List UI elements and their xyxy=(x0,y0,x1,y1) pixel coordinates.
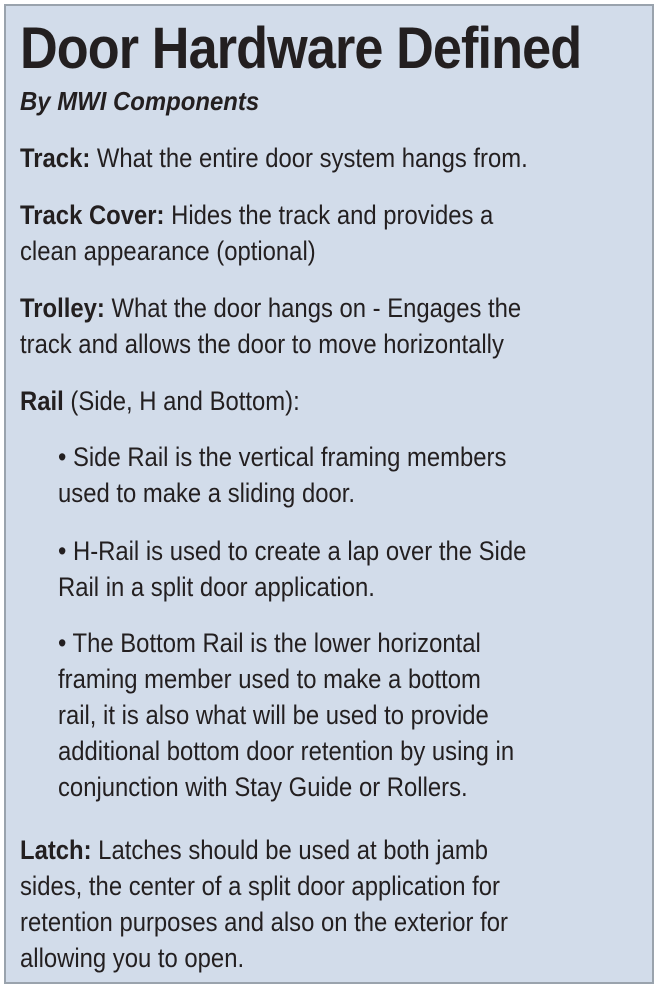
definition-trolley-line-2: track and allows the door to move horizontally xyxy=(20,329,504,359)
definition-trolley-text-1: What the door hangs on - Engages the xyxy=(104,293,522,323)
rail-bullet-h-rail xyxy=(58,533,526,605)
definition-rail-text: (Side, H and Bottom): xyxy=(63,386,300,416)
definition-latch-line-3: retention purposes and also on the exterior for xyxy=(20,907,508,937)
definition-latch-line-1 xyxy=(20,832,508,868)
definition-latch-line-4: allowing you to open. xyxy=(20,943,245,973)
term-track: Track: xyxy=(20,143,91,173)
rail-bullet-bottom-line-4: additional bottom door retention by using in xyxy=(58,736,515,766)
definition-panel xyxy=(4,4,654,984)
byline: By MWI Components xyxy=(20,86,260,116)
rail-bullet-bottom-line-1: • The Bottom Rail is the lower horizontal xyxy=(58,628,481,658)
definition-latch-text-1: Latches should be used at both jamb xyxy=(91,835,489,865)
rail-bullet-bottom-line-2: framing member used to make a bottom xyxy=(58,664,481,694)
rail-bullet-side-line-2: used to make a sliding door. xyxy=(58,478,355,508)
definition-trolley-line-1 xyxy=(20,290,521,326)
term-track-cover: Track Cover: xyxy=(20,200,165,230)
definition-track-cover-text-1: Hides the track and provides a xyxy=(164,200,494,230)
definition-latch xyxy=(20,832,508,976)
term-rail: Rail xyxy=(20,386,64,416)
definition-track xyxy=(20,140,528,176)
definition-track-line xyxy=(20,140,528,176)
definition-track-text: What the entire door system hangs from. xyxy=(90,143,528,173)
rail-bullet-bottom-line-3: rail, it is also what will be used to provide xyxy=(58,700,489,730)
term-latch: Latch: xyxy=(20,835,92,865)
rail-bullet-bottom xyxy=(58,625,514,805)
definition-track-cover xyxy=(20,197,493,269)
term-trolley: Trolley: xyxy=(20,293,105,323)
definition-rail xyxy=(20,383,300,419)
definition-track-cover-line-2: clean appearance (optional) xyxy=(20,236,316,266)
definition-trolley xyxy=(20,290,521,362)
rail-bullet-bottom-line-5: conjunction with Stay Guide or Rollers. xyxy=(58,772,468,802)
definition-rail-line xyxy=(20,383,300,419)
definition-latch-line-2: sides, the center of a split door application for xyxy=(20,871,500,901)
definition-track-cover-line-1 xyxy=(20,197,493,233)
rail-bullet-h-rail-line-1: • H-Rail is used to create a lap over the Side xyxy=(58,536,527,566)
rail-bullet-side xyxy=(58,439,506,511)
rail-bullet-side-line-1: • Side Rail is the vertical framing members xyxy=(58,442,507,472)
page-title: Door Hardware Defined xyxy=(20,16,582,81)
rail-bullet-h-rail-line-2: Rail in a split door application. xyxy=(58,572,375,602)
